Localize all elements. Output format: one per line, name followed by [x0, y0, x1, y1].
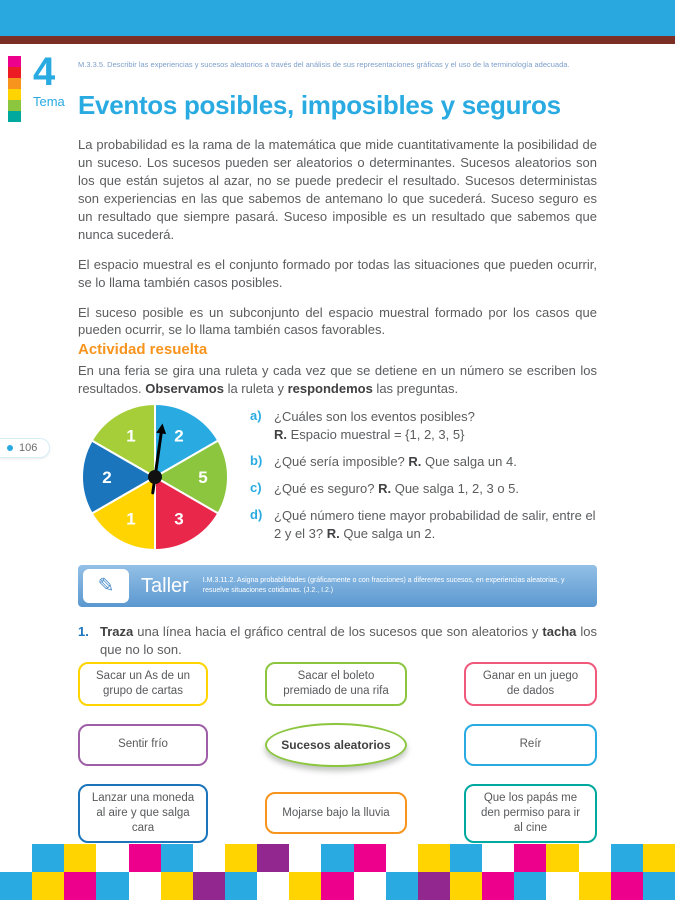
question-text: ¿Qué sería imposible? [274, 453, 405, 469]
question-letter: c) [250, 479, 262, 495]
questions-list [250, 408, 597, 552]
choice-box-reir [464, 724, 597, 766]
stripe-cell [514, 844, 546, 872]
question-letter: d) [250, 506, 263, 522]
tema-number: 4 [33, 50, 56, 94]
answer-line [274, 426, 597, 444]
color-tab [8, 67, 21, 78]
wheel-segment-label: 2 [174, 426, 184, 446]
stripe-cell [289, 872, 321, 900]
stripe-cell [514, 872, 546, 900]
stripe-cell [161, 844, 193, 872]
question-body [274, 480, 597, 498]
wheel-segment-label: 5 [198, 468, 208, 487]
stripe-cell [450, 872, 482, 900]
question-letter: b) [250, 452, 263, 468]
choice-box-label: Que los papás me den permiso para ir al cine [480, 791, 581, 834]
stripe-cell [129, 844, 161, 872]
activity-intro-text: En una feria se gira una ruleta y cada vez que se detiene en un número se escriben los resultados. [78, 363, 597, 396]
stripe-cell [321, 844, 353, 872]
stripe-cell [64, 844, 96, 872]
taller-standard: I.M.3.11.2. Asigna probabilidades (gráficamente o con fracciones) a diferentes sucesos, en experiencias aleatorias, y resuelve situaciones cotidianas. (J.2., I.2.) [202, 576, 565, 594]
wheel-segment-label: 1 [126, 426, 136, 446]
activity-intro-text: las preguntas. [372, 380, 459, 396]
wheel-segment-label: 2 [102, 468, 112, 487]
intro-paragraph-1: La probabilidad es la rama de la matemática que mide cuantitativamente la posibilidad de un suceso. Los sucesos pueden ser aleatorios o determinantes. Sucesos aleatorios son los que están sujetos al azar, no se puede predecir el resultado. Sucesos deterministas son experiencias en las que sabemos de antemano lo que sucederá. Suceso seguro es un resultado que siempre pasará. Suceso imposible es un resultado que sabemos que nunca sucederá. [78, 137, 597, 242]
exercise-bold: Traza [100, 624, 134, 639]
intro-section [78, 136, 597, 351]
stripe-cell [193, 844, 225, 872]
page-number: 106 [19, 442, 38, 454]
pencil-icon: ✎ [97, 575, 115, 597]
intro-paragraph-2: El espacio muestral es el conjunto formado por todas las situaciones que pueden ocurrir, se lo llama también casos posibles. [78, 256, 597, 290]
wheel-center-dot [148, 470, 162, 484]
question-item-a [250, 408, 597, 444]
exercise-instruction [100, 623, 597, 659]
stripe-cell [546, 872, 578, 900]
exercise-text: una línea hacia el gráfico central de los sucesos que son aleatorios y [133, 624, 543, 639]
tema-label: Tema [33, 94, 65, 109]
stripe-cell [418, 844, 450, 872]
color-tab [8, 56, 21, 67]
top-banner [0, 0, 675, 36]
stripe-cell [643, 872, 675, 900]
answer-text: Espacio muestral = {1, 2, 3, 5} [290, 426, 465, 442]
color-tab [8, 78, 21, 89]
taller-icon-box [83, 569, 129, 603]
maroon-bar [0, 36, 675, 44]
central-ellipse-label: Sucesos aleatorios [281, 737, 391, 752]
stripe-cell [386, 872, 418, 900]
choice-box-label: Sacar un As de un grupo de cartas [96, 670, 190, 697]
exercise-bold: tacha [542, 624, 577, 639]
activity-intro-bold: Observamos [145, 380, 224, 396]
stripe-cell [257, 844, 289, 872]
stripe-cell [0, 844, 32, 872]
color-tab [8, 89, 21, 100]
answer-text: Que salga 1, 2, 3 o 5. [394, 480, 520, 496]
question-item-d [250, 507, 597, 543]
stripe-cell [225, 844, 257, 872]
question-letter: a) [250, 408, 262, 423]
question-text: ¿Cuáles son los eventos posibles? [274, 409, 475, 424]
tema-block [33, 52, 65, 109]
wheel-segment-label: 3 [174, 509, 184, 529]
exercise-number: 1. [78, 624, 89, 639]
exercise-text: los que no lo son. [100, 624, 597, 657]
answer-label: R. [378, 480, 392, 496]
stripe-row [0, 872, 675, 900]
stripe-cell [546, 844, 578, 872]
footer-stripes [0, 844, 675, 900]
answer-label: R. [408, 453, 422, 469]
choice-box-juego-dados [464, 662, 597, 706]
stripe-cell [579, 872, 611, 900]
choice-box-boleto-rifa [265, 662, 407, 706]
stripe-cell [386, 844, 418, 872]
answer-text: Que salga un 4. [425, 453, 517, 469]
stripe-cell [611, 872, 643, 900]
stripe-cell [225, 872, 257, 900]
stripe-cell [611, 844, 643, 872]
choice-box-label: Sentir frío [118, 738, 168, 751]
choice-box-permiso-cine [464, 784, 597, 843]
choice-box-sentir-frio [78, 724, 208, 766]
activity-heading: Actividad resuelta [78, 341, 208, 358]
choice-box-label: Sacar el boleto premiado de una rifa [283, 670, 389, 697]
stripe-cell [579, 844, 611, 872]
stripe-cell [32, 844, 64, 872]
question-text: ¿Qué es seguro? [274, 480, 375, 496]
stripe-cell [96, 844, 128, 872]
stripe-cell [193, 872, 225, 900]
question-text: ¿Qué número tiene mayor probabilidad de salir, entre el 2 y el 3? [274, 507, 596, 541]
stripe-cell [289, 844, 321, 872]
stripe-cell [643, 844, 675, 872]
question-item-b [250, 453, 597, 471]
roulette-wheel [80, 402, 230, 552]
choice-box-label: Lanzar una moneda al aire y que salga cara [91, 791, 195, 834]
left-color-tabs [8, 56, 21, 122]
page-number-tab [0, 438, 50, 458]
question-body [274, 507, 597, 543]
color-tab [8, 111, 21, 122]
answer-text: Que salga un 2. [343, 525, 436, 541]
stripe-cell [64, 872, 96, 900]
choice-box-label: Mojarse bajo la lluvia [282, 806, 390, 819]
color-tab [8, 100, 21, 111]
taller-title: Taller [141, 574, 189, 597]
stripe-cell [450, 844, 482, 872]
stripe-cell [32, 872, 64, 900]
stripe-row [0, 844, 675, 872]
answer-label: R. [326, 525, 340, 541]
page-title: Eventos posibles, imposibles y seguros [78, 90, 561, 120]
stripe-cell [161, 872, 193, 900]
activity-intro-bold: respondemos [287, 380, 373, 396]
question-item-c [250, 480, 597, 498]
choice-box-label: Ganar en un juego de dados [482, 670, 579, 697]
stripe-cell [257, 872, 289, 900]
activity-intro [78, 362, 597, 398]
choice-box-lanzar-moneda [78, 784, 208, 843]
question-body [274, 453, 597, 471]
stripe-cell [96, 872, 128, 900]
stripe-cell [482, 844, 514, 872]
choice-box-label: Reír [519, 738, 542, 751]
stripe-cell [354, 844, 386, 872]
choice-box-as-de-cartas [78, 662, 208, 706]
wheel-segment-label: 1 [126, 509, 136, 529]
page-dot-icon [7, 445, 13, 451]
intro-paragraph-3: El suceso posible es un subconjunto del espacio muestral formado por los casos que pueden ocurrir, se lo llama también casos favorables. [78, 304, 597, 338]
stripe-cell [482, 872, 514, 900]
curriculum-standard: M.3.3.5. Describir las experiencias y sucesos aleatorios a través del análisis de sus representaciones gráficas y el uso de la terminología adecuada. [78, 60, 570, 69]
activity-intro-text: la ruleta y [223, 380, 288, 396]
central-ellipse [265, 723, 407, 767]
answer-label: R. [274, 426, 287, 442]
taller-band [78, 565, 597, 607]
stripe-cell [129, 872, 161, 900]
choice-grid [78, 662, 597, 843]
exercise-1 [78, 623, 597, 659]
stripe-cell [354, 872, 386, 900]
choice-box-mojarse-lluvia [265, 792, 407, 834]
stripe-cell [418, 872, 450, 900]
stripe-cell [0, 872, 32, 900]
roulette-wheel-container [80, 402, 230, 552]
stripe-cell [321, 872, 353, 900]
